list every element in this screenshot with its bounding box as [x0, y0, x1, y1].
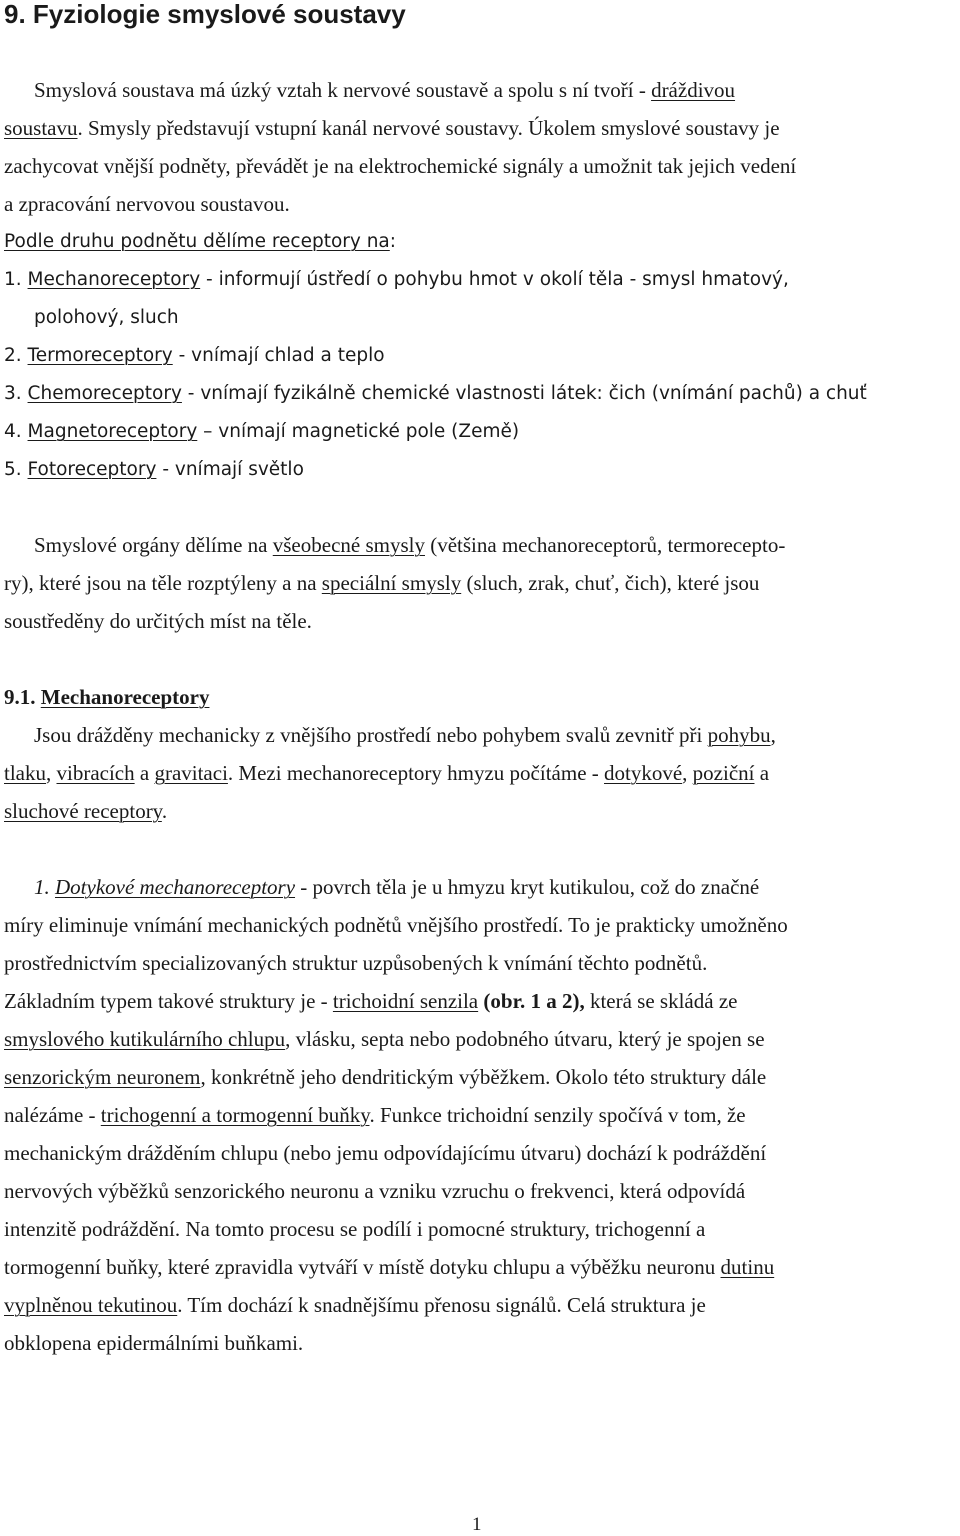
text: :	[389, 231, 397, 252]
term-tekutina: vyplněnou tekutinou	[4, 1293, 178, 1317]
intro-line-4: a zpracování nervovou soustavou.	[4, 192, 290, 216]
text: která se skládá ze	[584, 989, 738, 1013]
touch-line-10: intenzitě podráždění. Na tomto procesu se podílí i pomocné struktury, trichogenní a	[4, 1217, 706, 1241]
organs-line-2	[4, 570, 759, 596]
item-term: Magnetoreceptory	[27, 421, 198, 442]
touch-line-4	[4, 988, 737, 1014]
term-dutina: dutinu	[720, 1255, 775, 1279]
intro-line-2	[4, 115, 780, 141]
organs-line-3: soustředěny do určitých míst na těle.	[4, 609, 312, 633]
text: . Funkce trichoidní senzily spočívá v tom, že	[369, 1103, 746, 1127]
page-number: 1	[472, 1514, 482, 1535]
term-special-senses: speciální smysly	[321, 571, 462, 595]
text: a	[134, 761, 155, 785]
term-pohyb: pohybu	[707, 723, 771, 747]
list-item	[4, 381, 867, 407]
text: nalézáme -	[4, 1103, 101, 1127]
item-number: 1.	[4, 269, 28, 290]
item-desc: - vnímají fyzikálně chemické vlastnosti látek: čich (vnímání pachů) a chuť	[181, 383, 867, 404]
touch-line-13: obklopena epidermálními buňkami.	[4, 1331, 304, 1355]
text: Smyslové orgány dělíme na	[34, 533, 273, 557]
intro-line-3: zachycovat vnější podněty, převádět je na elektrochemické signály a umožnit tak jejich vedení	[4, 154, 797, 178]
touch-line-1	[34, 874, 759, 900]
list-item	[4, 419, 519, 445]
text: ry), které jsou na těle rozptýleny a na	[4, 571, 322, 595]
text: Smyslová soustava má úzký vztah k nervové soustavě a spolu s ní tvoří -	[34, 78, 652, 102]
term-general-senses: všeobecné smysly	[272, 533, 425, 557]
section-title: Mechanoreceptory	[40, 685, 210, 709]
term-tlak: tlaku	[4, 761, 46, 785]
text: .	[161, 799, 168, 823]
text: (sluch, zrak, chuť, čich), které jsou	[461, 571, 760, 595]
text: (většina mechanoreceptorů, termorecepto-	[424, 533, 786, 557]
item-number: 2.	[4, 345, 28, 366]
text: Jsou drážděny mechanicky z vnějšího prostředí nebo pohybem svalů zevnitř při	[34, 723, 708, 747]
section-line-2	[4, 760, 769, 786]
section-number: 9.1.	[4, 685, 41, 709]
receptors-heading	[4, 229, 396, 255]
item-number: 4.	[4, 421, 28, 442]
touch-line-8: mechanickým drážděním chlupu (nebo jemu odpovídajícímu útvaru) dochází k podráždění	[4, 1141, 767, 1165]
text: a	[754, 761, 770, 785]
intro-line-1	[34, 77, 735, 103]
touch-line-12	[4, 1292, 706, 1318]
touch-line-9: nervových výběžků senzorického neuronu a vzniku vzruchu o frekvenci, která odpovídá	[4, 1179, 746, 1203]
text: . Smysly představují vstupní kanál nervové soustavy. Úkolem smyslové soustavy je	[77, 116, 780, 140]
text: tormogenní buňky, které zpravidla vytváří v místě dotyku chlupu a výběžku neuronu	[4, 1255, 721, 1279]
item-term: Fotoreceptory	[27, 459, 157, 480]
term-vibrace: vibracích	[56, 761, 135, 785]
term-sluchove: sluchové receptory	[4, 799, 162, 823]
touch-line-7	[4, 1102, 746, 1128]
item-term: Chemoreceptory	[27, 383, 182, 404]
section-heading	[4, 684, 209, 710]
touch-line-6	[4, 1064, 766, 1090]
figure-reference: (obr. 1 a 2),	[483, 989, 585, 1013]
text: ,	[770, 723, 776, 747]
organs-line-1	[34, 532, 785, 558]
list-item-continuation: polohový, sluch	[34, 307, 179, 328]
item-number: 5.	[4, 459, 28, 480]
list-item	[4, 457, 304, 483]
text: - povrch těla je u hmyzu kryt kutikulou, což do značné	[295, 875, 760, 899]
term-drazdiva: dráždivou	[651, 78, 736, 102]
section-line-3	[4, 798, 167, 824]
term-kutikularni-chlup: smyslového kutikulárního chlupu	[4, 1027, 286, 1051]
text: Základním typem takové struktury je -	[4, 989, 333, 1013]
item-desc: – vnímají magnetické pole (Země)	[197, 421, 520, 442]
text: . Tím dochází k snadnějšímu přenosu signálů. Celá struktura je	[177, 1293, 706, 1317]
text: ,	[682, 761, 693, 785]
term-soustava: soustavu	[4, 116, 78, 140]
item-desc: - vnímají světlo	[156, 459, 304, 480]
term-pozicni: poziční	[692, 761, 755, 785]
heading-text: Podle druhu podnětu dělíme receptory na	[4, 231, 390, 252]
item-term: Termoreceptory	[27, 345, 173, 366]
list-item	[4, 343, 385, 369]
item-term: Mechanoreceptory	[27, 269, 201, 290]
term-dotykove: dotykové	[604, 761, 683, 785]
touch-line-11	[4, 1254, 774, 1280]
list-item	[4, 267, 789, 293]
text: , konkrétně jeho dendritickým výběžkem. Okolo této struktury dále	[200, 1065, 767, 1089]
text: ,	[46, 761, 57, 785]
term-trichogenni-bunky: trichogenní a tormogenní buňky	[100, 1103, 370, 1127]
term-dotykove-mechanoreceptory: Dotykové mechanoreceptory	[55, 875, 296, 899]
item-number: 1.	[34, 875, 55, 899]
page-title: 9. Fyziologie smyslové soustavy	[4, 0, 406, 29]
touch-line-2: míry eliminuje vnímání mechanických podnětů vnějšího prostředí. To je prakticky umožněno	[4, 913, 788, 937]
term-senzoricky-neuron: senzorickým neuronem	[4, 1065, 201, 1089]
item-desc: - vnímají chlad a teplo	[172, 345, 385, 366]
touch-line-3: prostřednictvím specializovaných struktur uzpůsobených k vnímání těchto podnětů.	[4, 951, 708, 975]
section-line-1	[34, 722, 776, 748]
item-desc: - informují ústředí o pohybu hmot v okolí těla - smysl hmatový,	[200, 269, 789, 290]
item-number: 3.	[4, 383, 28, 404]
term-gravitace: gravitaci	[154, 761, 228, 785]
touch-line-5	[4, 1026, 765, 1052]
term-trichoidni-senzila: trichoidní senzila	[332, 989, 479, 1013]
text: , vlásku, septa nebo podobného útvaru, který je spojen se	[285, 1027, 765, 1051]
text: . Mezi mechanoreceptory hmyzu počítáme -	[227, 761, 605, 785]
